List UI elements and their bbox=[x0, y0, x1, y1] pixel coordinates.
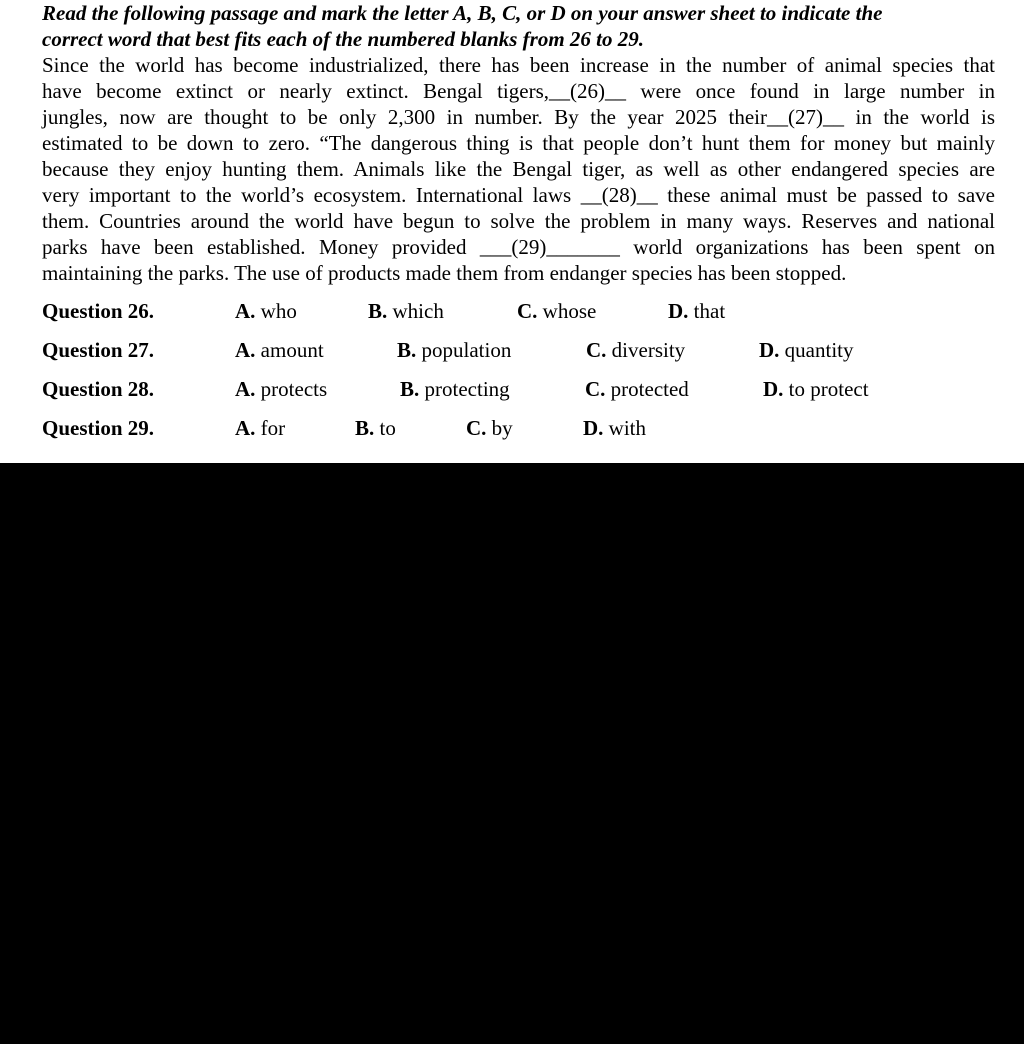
option-a[interactable]: A. amount bbox=[235, 338, 324, 362]
passage-line: Since the world has become industrialized, there has been increase in the number of animal species that bbox=[42, 53, 995, 77]
option-b[interactable]: B. protecting bbox=[400, 377, 510, 401]
passage-line: maintaining the parks. The use of products made them from endanger species has been stopped. bbox=[42, 261, 847, 285]
passage-line: jungles, now are thought to be only 2,300 in number. By the year 2025 their__(27)__ in the world is bbox=[42, 105, 995, 129]
option-c[interactable]: C. protected bbox=[585, 377, 689, 401]
passage bbox=[42, 52, 995, 286]
passage-line: parks have been established. Money provided ___(29)_______ world organizations has been spent on bbox=[42, 235, 995, 259]
worksheet bbox=[0, 0, 1024, 463]
passage-line: estimated to be down to zero. “The dangerous thing is that people don’t hunt them for money but mainly bbox=[42, 131, 995, 155]
passage-line: very important to the world’s ecosystem. International laws __(28)__ these animal must be passed to save bbox=[42, 183, 995, 207]
option-a[interactable]: A. protects bbox=[235, 377, 328, 401]
question-label: Question 28. bbox=[42, 377, 155, 401]
blank-black-area bbox=[0, 463, 1024, 1044]
option-a[interactable]: A. who bbox=[235, 299, 297, 323]
passage-line: because they enjoy hunting them. Animals like the Bengal tiger, as well as other endangered species are bbox=[42, 157, 995, 181]
question-label: Question 26. bbox=[42, 299, 155, 323]
question-29 bbox=[0, 415, 1024, 441]
option-d[interactable]: D. with bbox=[583, 416, 647, 440]
question-label: Question 27. bbox=[42, 338, 155, 362]
option-b[interactable]: B. which bbox=[368, 299, 444, 323]
option-b[interactable]: B. population bbox=[397, 338, 512, 362]
question-26 bbox=[0, 298, 1024, 324]
option-c[interactable]: C. by bbox=[466, 416, 513, 440]
option-d[interactable]: D. to protect bbox=[763, 377, 869, 401]
option-a[interactable]: A. for bbox=[235, 416, 286, 440]
option-b[interactable]: B. to bbox=[355, 416, 396, 440]
question-27 bbox=[0, 337, 1024, 363]
option-d[interactable]: D. quantity bbox=[759, 338, 854, 362]
option-d[interactable]: D. that bbox=[668, 299, 726, 323]
passage-line: have become extinct or nearly extinct. Bengal tigers,__(26)__ were once found in large number in bbox=[42, 79, 995, 103]
instruction bbox=[42, 0, 1002, 52]
option-c[interactable]: C. diversity bbox=[586, 338, 686, 362]
instruction-line: Read the following passage and mark the letter A, B, C, or D on your answer sheet to indicate the bbox=[42, 1, 883, 25]
option-c[interactable]: C. whose bbox=[517, 299, 597, 323]
instruction-line: correct word that best fits each of the numbered blanks from 26 to 29. bbox=[42, 27, 645, 51]
passage-line: them. Countries around the world have begun to solve the problem in many ways. Reserves and national bbox=[42, 209, 995, 233]
question-label: Question 29. bbox=[42, 416, 155, 440]
question-28 bbox=[0, 376, 1024, 402]
